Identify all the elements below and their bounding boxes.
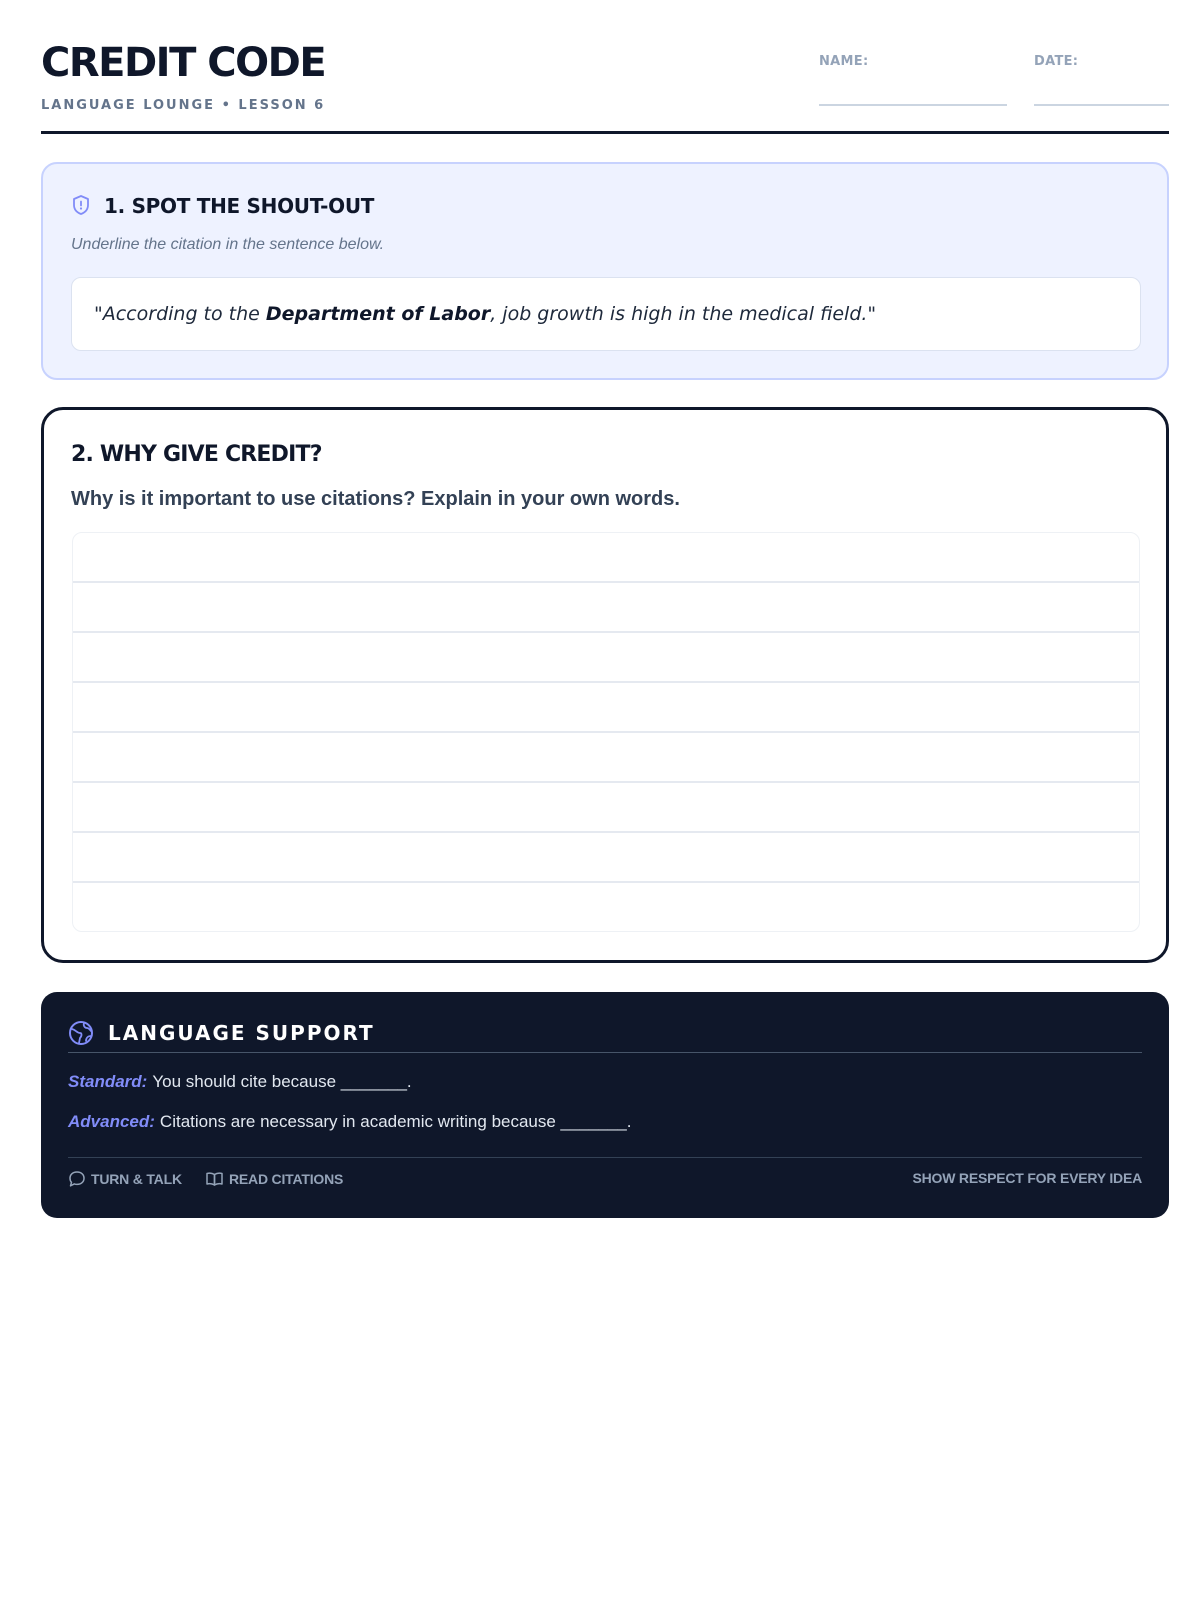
writing-line[interactable]: [73, 833, 1139, 883]
why-give-credit-section: [41, 407, 1169, 963]
advanced-sentence-frame: Citations are necessary in academic writing because _______.: [159, 1112, 632, 1131]
advanced-frame: [68, 1112, 631, 1132]
section2-title: 2. WHY GIVE CREDIT?: [71, 442, 322, 467]
worksheet-page: [41, 0, 1169, 1187]
writing-line[interactable]: [73, 533, 1139, 583]
name-field[interactable]: [819, 54, 868, 69]
divider: [68, 1157, 1142, 1158]
citation-source[interactable]: Department of Labor: [265, 303, 491, 325]
citation-sentence[interactable]: [94, 303, 876, 325]
standard-label: Standard:: [68, 1072, 148, 1091]
respect-reminder: SHOW RESPECT FOR EVERY IDEA: [912, 1170, 1142, 1186]
shield-icon: [71, 194, 91, 216]
read-citations-tag: [205, 1170, 343, 1188]
name-line[interactable]: [819, 104, 1007, 106]
lesson-subtitle: LANGUAGE LOUNGE • LESSON 6: [41, 98, 326, 113]
writing-line[interactable]: [73, 783, 1139, 833]
writing-line[interactable]: [73, 733, 1139, 783]
date-line[interactable]: [1034, 104, 1169, 106]
section1-title: 1. SPOT THE SHOUT-OUT: [104, 194, 375, 218]
section2-prompt: Why is it important to use citations? Explain in your own words.: [71, 488, 680, 510]
read-citations-label: READ CITATIONS: [229, 1171, 344, 1187]
section1-instruction: Underline the citation in the sentence below.: [71, 236, 385, 253]
spot-shout-out-section: [41, 162, 1169, 380]
divider: [68, 1052, 1142, 1053]
writing-line[interactable]: [73, 883, 1139, 932]
standard-frame: [68, 1072, 412, 1092]
date-field[interactable]: [1034, 54, 1078, 69]
turn-and-talk-tag: [68, 1170, 182, 1188]
citation-sentence-box[interactable]: [71, 277, 1141, 351]
page-title: CREDIT CODE: [41, 40, 326, 86]
writing-line[interactable]: [73, 583, 1139, 633]
standard-sentence-frame: You should cite because _______.: [152, 1072, 412, 1091]
sentence-start: "According to the: [94, 303, 266, 325]
globe-icon: [68, 1020, 94, 1046]
language-support-panel: [41, 992, 1169, 1218]
language-support-title: LANGUAGE SUPPORT: [108, 1021, 375, 1045]
date-label: DATE:: [1034, 54, 1079, 69]
sentence-end: , job growth is high in the medical field.": [490, 303, 877, 325]
name-label: NAME:: [819, 54, 869, 69]
turn-and-talk-label: TURN & TALK: [91, 1171, 182, 1187]
chat-bubble-icon: [68, 1170, 86, 1188]
open-book-icon: [205, 1170, 224, 1188]
advanced-label: Advanced:: [68, 1112, 155, 1131]
answer-writing-area[interactable]: [72, 532, 1140, 932]
writing-line[interactable]: [73, 633, 1139, 683]
writing-line[interactable]: [73, 683, 1139, 733]
worksheet-header: [41, 0, 1169, 134]
